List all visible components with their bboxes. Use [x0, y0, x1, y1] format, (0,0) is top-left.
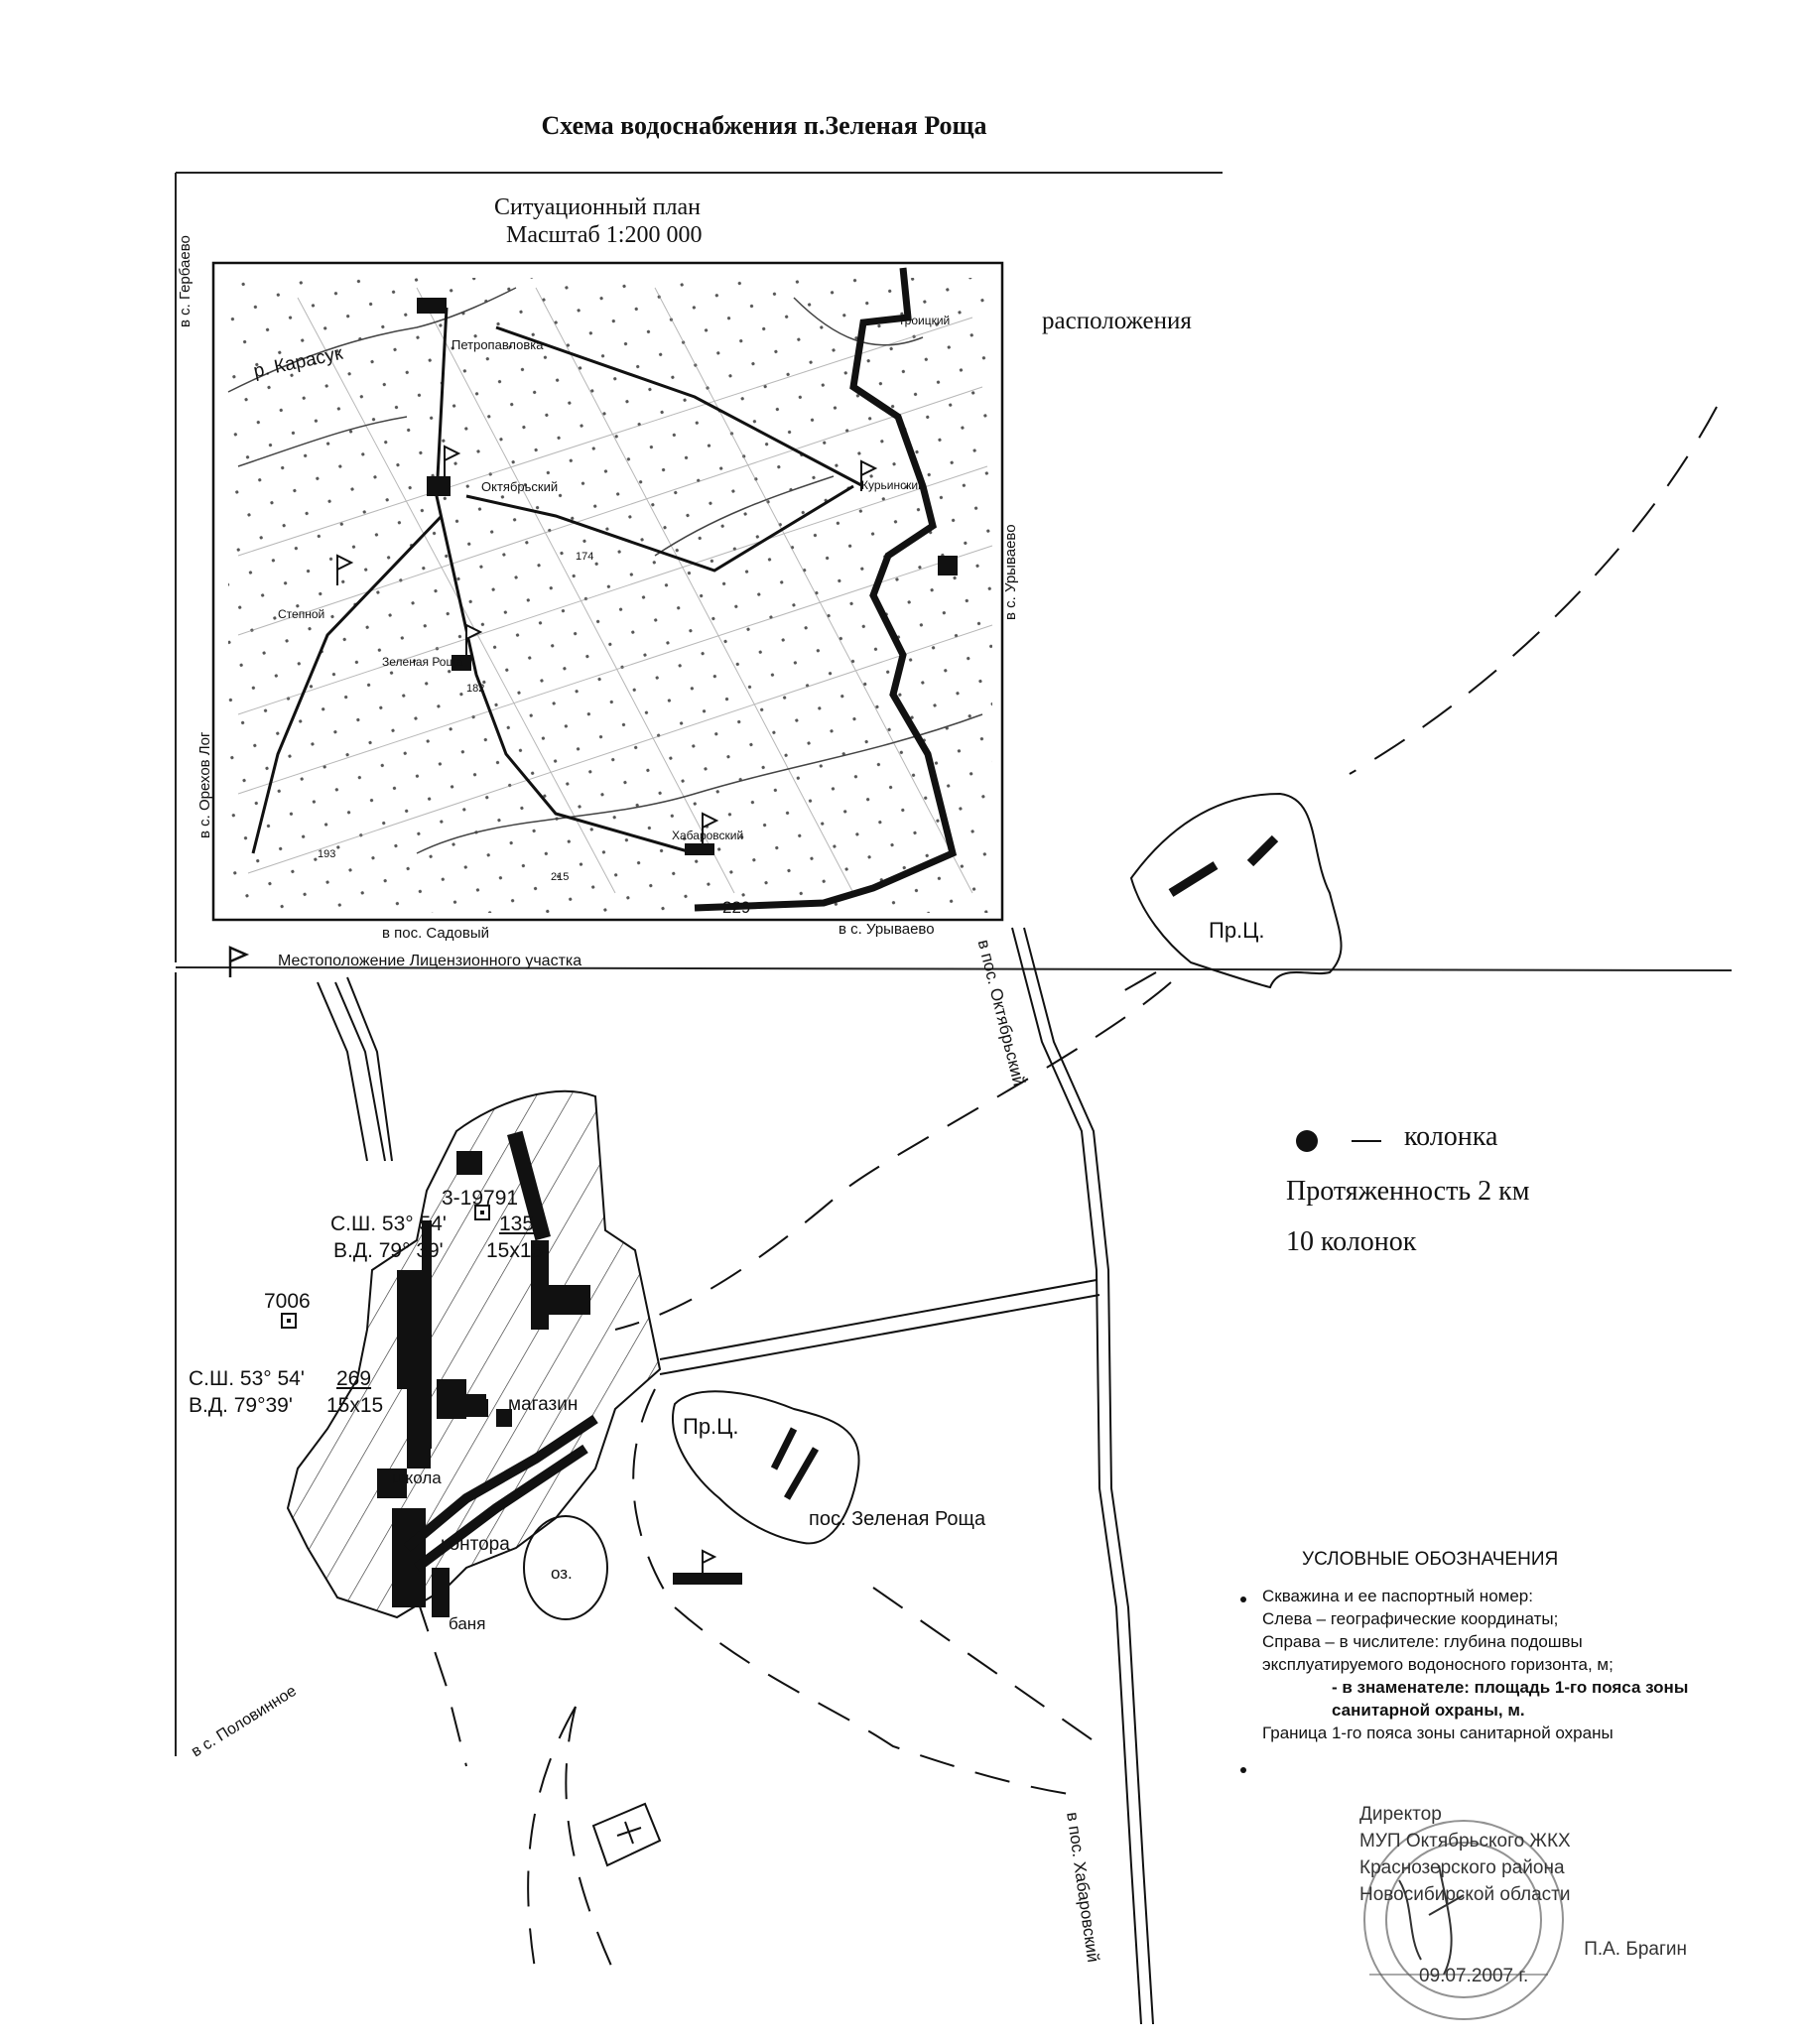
elevation-193: 193	[318, 848, 336, 860]
plan-scale: Масштаб 1:200 000	[506, 222, 703, 248]
map-legend	[1238, 1548, 1695, 1744]
well-2-lon: В.Д. 79°39'	[189, 1394, 293, 1417]
place-orekhov-log: в с. Орехов Лог	[196, 731, 213, 838]
label-kontora: контора	[441, 1534, 510, 1555]
place-khabarovsky: Хабаровский	[672, 829, 744, 842]
signature-name: П.А. Брагин	[1584, 1939, 1687, 1960]
network-length: Протяженность 2 км	[1286, 1176, 1530, 1207]
place-gerbaevo: в с. Гербаево	[177, 235, 194, 327]
signature-block	[1359, 1801, 1697, 1989]
well-1-area: 15х15	[486, 1239, 544, 1262]
road-label-oktyabrsky: в пос. Октябрьский	[973, 938, 1029, 1088]
place-sadovy: в пос. Садовый	[382, 925, 490, 942]
plan-caption: Местоположение Лицензионного участка	[278, 953, 582, 969]
well-1-lon: В.Д. 79° 39'	[333, 1239, 444, 1262]
page-title: Схема водоснабжения п.Зеленая Роща	[541, 111, 987, 140]
place-petropavlovka: Петропавловка	[452, 337, 544, 352]
well-2-area: 15х15	[326, 1394, 384, 1417]
signature-role: Директор	[1359, 1804, 1442, 1825]
place-oktyabrsky: Октябрьский	[481, 479, 559, 494]
road-label-polovinnoe: в с. Половинное	[189, 1682, 300, 1761]
well-1-id: 3-19791	[442, 1187, 519, 1210]
well-2-lat: С.Ш. 53° 54'	[189, 1367, 305, 1390]
signature-date: 09.07.2007 г.	[1419, 1966, 1529, 1986]
signature-district: Краснозерского района	[1359, 1857, 1565, 1878]
zone-label-pr-ts-2: Пр.Ц.	[683, 1414, 739, 1439]
elevation-182: 182	[466, 683, 485, 695]
elevation-215: 215	[551, 871, 570, 883]
label-shkola: школа	[392, 1469, 442, 1487]
well-2-id: 7006	[264, 1290, 311, 1313]
signature-org: МУП Октябрьского ЖКХ	[1359, 1831, 1571, 1852]
place-urybaevo-bottom: в с. Урываево	[839, 921, 935, 938]
location-flag-icon	[230, 948, 246, 977]
place-urybaevo-side: в с. Урываево	[1002, 524, 1019, 620]
elevation-229: 229	[722, 898, 751, 917]
place-kurynsky: Курьинский	[861, 478, 925, 492]
well-1-depth: 135	[499, 1213, 535, 1235]
village-label: пос. Зеленая Роща	[809, 1508, 986, 1530]
column-count: 10 колонок	[1286, 1226, 1417, 1257]
well-1-lat: С.Ш. 53° 54'	[330, 1213, 447, 1235]
legend-item-right: Справа – в числителе: глубина подошвы эксплуатируемого водоносного горизонта, м;	[1262, 1632, 1613, 1674]
zone-label-pr-ts-1: Пр.Ц.	[1209, 918, 1265, 943]
place-troitsky: Троицкий	[898, 314, 951, 327]
legend-item-well: Скважина и ее паспортный номер:	[1262, 1587, 1533, 1605]
label-banya: баня	[449, 1614, 486, 1633]
zone-pr-ts-1	[1131, 794, 1342, 987]
label-lake: оз.	[551, 1564, 573, 1583]
column-dot-icon	[1296, 1130, 1318, 1152]
legend-item-left: Слева – географические координаты;	[1262, 1609, 1559, 1628]
elevation-174: 174	[576, 551, 594, 563]
legend-item-den: - в знаменателе: площадь 1-го пояса зоны санитарной охраны, м.	[1332, 1678, 1689, 1720]
place-zelenaya-roscha: Зеленая Роща	[382, 655, 463, 669]
legend-heading: УСЛОВНЫЕ ОБОЗНАЧЕНИЯ	[1302, 1549, 1559, 1570]
road-label-khabarovsky: в пос. Хабаровский	[1063, 1811, 1103, 1964]
cemetery-icon	[593, 1804, 660, 1865]
column-legend-label: колонка	[1404, 1121, 1498, 1152]
place-stepnoy: Степной	[278, 607, 325, 621]
plan-title: Ситуационный план	[494, 194, 702, 220]
place-karasuk: р. Карасук	[251, 342, 345, 383]
signature-region: Новосибирской области	[1359, 1884, 1571, 1905]
well-2-depth: 269	[336, 1367, 372, 1390]
legend-item-border: Граница 1-го пояса зоны санитарной охраны	[1262, 1724, 1613, 1742]
location-word: расположения	[1042, 308, 1192, 334]
label-magazin: магазин	[508, 1394, 579, 1415]
